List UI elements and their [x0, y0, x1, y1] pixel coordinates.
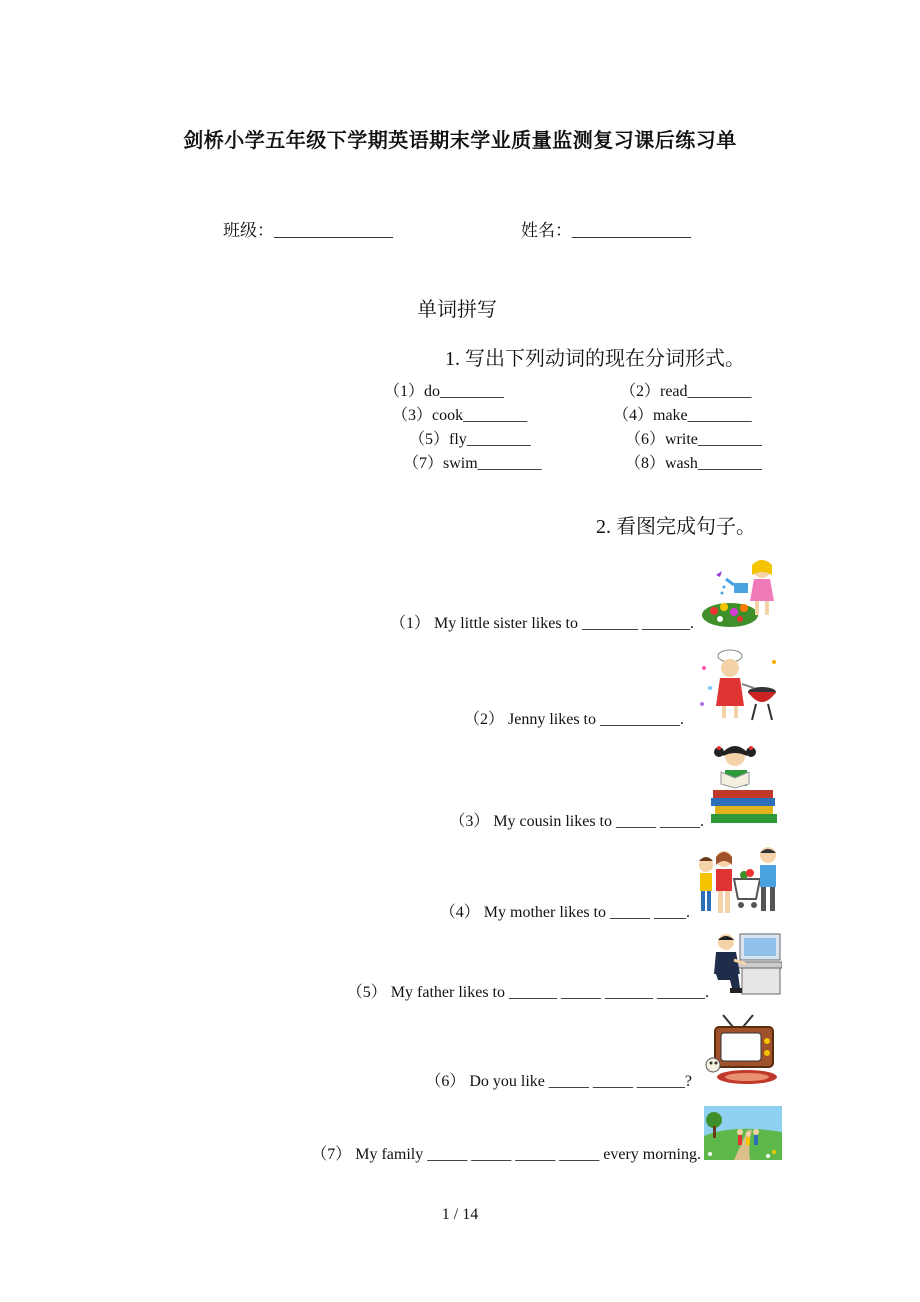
verb-item-1: （1）do________ [384, 383, 505, 400]
verb-item-8: （8）wash________ [625, 455, 762, 472]
section-title: 单词拼写 [417, 299, 497, 321]
name-label: 姓名： [521, 221, 572, 240]
sentence-5: （5） My father likes to ______ _____ ______ ______. [346, 984, 709, 1001]
verb-item-6: （6）write________ [625, 431, 762, 448]
verb-item-7: （7）swim________ [403, 455, 542, 472]
name-blank: ______________ [572, 221, 691, 240]
girl-barbecue-icon [696, 648, 782, 724]
girl-watering-flowers-icon [700, 555, 782, 630]
girl-reading-books-icon [707, 742, 781, 828]
verb-item-5: （5）fly________ [409, 431, 531, 448]
sentence-2: （2） Jenny likes to __________. [464, 711, 684, 728]
family-walking-park-icon [704, 1106, 782, 1160]
sentence-4: （4） My mother likes to _____ ____. [439, 904, 690, 921]
verb-item-3: （3）cook________ [392, 407, 528, 424]
class-blank: ______________ [274, 221, 393, 240]
television-icon [703, 1013, 781, 1087]
class-label: 班级： [223, 221, 274, 240]
sentence-3: （3） My cousin likes to _____ _____. [449, 813, 704, 830]
class-field [223, 216, 393, 241]
question-1-heading: 1. 写出下列动词的现在分词形式。 [445, 348, 745, 370]
family-shopping-icon [694, 845, 782, 917]
question-2-heading: 2. 看图完成句子。 [596, 516, 756, 538]
sentence-1: （1） My little sister likes to _______ ______. [390, 615, 694, 632]
name-field [521, 216, 691, 241]
page-title: 剑桥小学五年级下学期英语期末学业质量监测复习课后练习单 [183, 130, 737, 152]
verb-item-4: （4）make________ [613, 407, 752, 424]
page-number: 1 / 14 [441, 1206, 479, 1223]
verb-item-2: （2）read________ [620, 383, 752, 400]
sentence-7: （7） My family _____ _____ _____ _____ every morning. [311, 1146, 701, 1163]
sentence-6: （6） Do you like _____ _____ ______? [425, 1073, 692, 1090]
man-computer-icon [712, 930, 782, 998]
